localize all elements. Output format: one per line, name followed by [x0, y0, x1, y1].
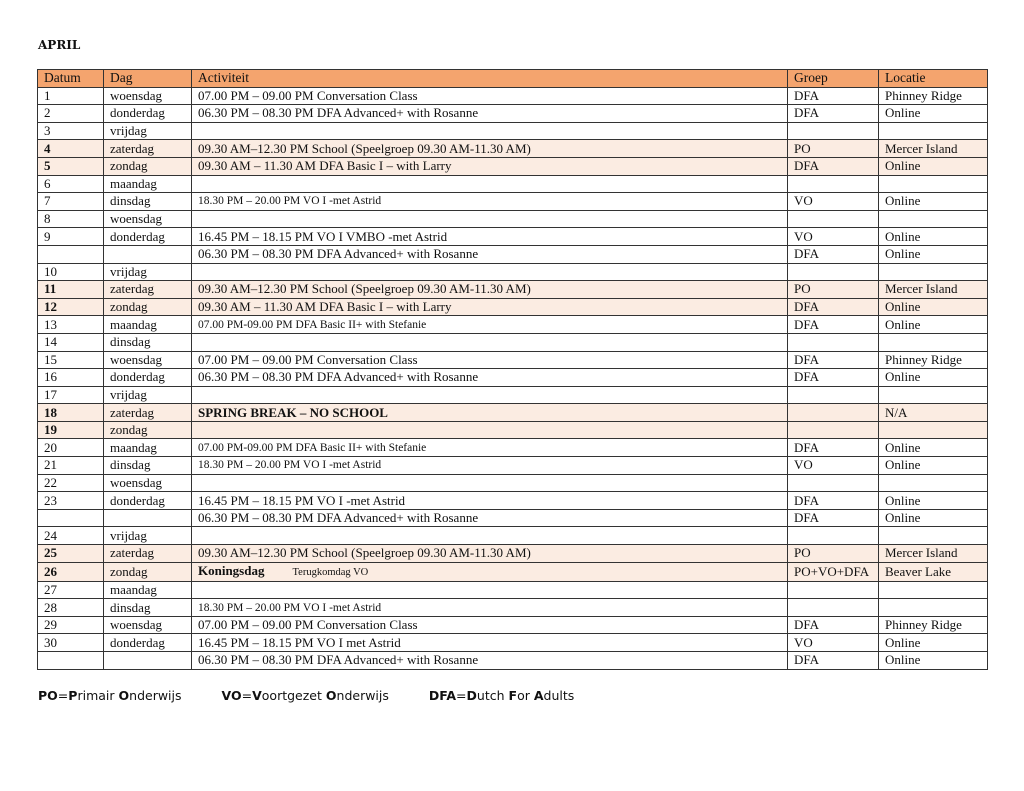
cell-groep: DFA [788, 316, 879, 334]
cell-activiteit [192, 351, 788, 369]
cell-datum: 25 [38, 545, 104, 563]
activity-text: 07.00 PM – 09.00 PM Conversation Class [198, 617, 418, 633]
cell-groep: PO+VO+DFA [788, 562, 879, 581]
cell-groep: DFA [788, 369, 879, 387]
table-row [38, 369, 988, 387]
legend-item-po: PO=Primair Onderwijs [38, 688, 182, 703]
table-row [38, 351, 988, 369]
cell-groep: VO [788, 457, 879, 475]
cell-activiteit [192, 333, 788, 351]
cell-locatie: Online [879, 369, 988, 387]
cell-dag: zaterdag [104, 281, 192, 299]
legend-word-rest: rimair [77, 688, 119, 703]
column-header-activiteit: Activiteit [192, 70, 788, 88]
cell-groep: DFA [788, 652, 879, 670]
cell-activiteit [192, 457, 788, 475]
cell-locatie: Mercer Island [879, 140, 988, 158]
cell-dag: maandag [104, 439, 192, 457]
table-row [38, 122, 988, 140]
cell-locatie: Online [879, 298, 988, 316]
cell-locatie: Online [879, 439, 988, 457]
cell-dag: zondag [104, 562, 192, 581]
activity-text: 16.45 PM – 18.15 PM VO I -met Astrid [198, 492, 406, 508]
cell-datum: 5 [38, 157, 104, 175]
activity-text: 07.00 PM-09.00 PM DFA Basic II+ with Stefanie [198, 318, 427, 331]
cell-datum: 27 [38, 581, 104, 599]
cell-locatie: Online [879, 245, 988, 263]
cell-groep [788, 474, 879, 492]
table-row [38, 474, 988, 492]
cell-datum: 18 [38, 404, 104, 422]
cell-groep: DFA [788, 298, 879, 316]
activity-text: 16.45 PM – 18.15 PM VO I VMBO -met Astrid [198, 228, 448, 244]
cell-locatie: Phinney Ridge [879, 616, 988, 634]
cell-activiteit [192, 369, 788, 387]
cell-locatie: Online [879, 457, 988, 475]
table-row [38, 210, 988, 228]
cell-locatie [879, 263, 988, 281]
cell-locatie: Phinney Ridge [879, 87, 988, 105]
cell-groep: VO [788, 228, 879, 246]
activity-text: 18.30 PM – 20.00 PM VO I -met Astrid [198, 195, 382, 208]
legend-item-dfa: DFA=Dutch For Adults [428, 688, 575, 703]
table-row [38, 87, 988, 105]
legend [38, 688, 614, 703]
cell-locatie: Beaver Lake [879, 562, 988, 581]
activity-text: 09.30 AM–12.30 PM School (Speelgroep 09.30 AM-11.30 AM) [198, 545, 531, 561]
cell-groep: DFA [788, 245, 879, 263]
cell-datum: 30 [38, 634, 104, 652]
cell-groep: PO [788, 545, 879, 563]
table-row [38, 105, 988, 123]
cell-groep: DFA [788, 509, 879, 527]
table-row [38, 333, 988, 351]
activity-text: 06.30 PM – 08.30 PM DFA Advanced+ with Rosanne [198, 510, 479, 526]
cell-activiteit [192, 562, 788, 581]
cell-groep [788, 421, 879, 439]
activity-text: 07.00 PM – 09.00 PM Conversation Class [198, 351, 418, 367]
activity-text: 18.30 PM – 20.00 PM VO I -met Astrid [198, 459, 382, 472]
activity-text: SPRING BREAK – NO SCHOOL [198, 404, 388, 420]
cell-datum: 13 [38, 316, 104, 334]
table-row [38, 527, 988, 545]
cell-dag: dinsdag [104, 193, 192, 211]
cell-datum: 26 [38, 562, 104, 581]
cell-activiteit [192, 527, 788, 545]
cell-dag: woensdag [104, 351, 192, 369]
legend-word-rest: utch [476, 688, 509, 703]
cell-activiteit [192, 175, 788, 193]
cell-locatie: Online [879, 228, 988, 246]
cell-dag: donderdag [104, 492, 192, 510]
cell-locatie: Online [879, 105, 988, 123]
activity-text: 09.30 AM – 11.30 AM DFA Basic I – with Larry [198, 299, 452, 315]
cell-dag: dinsdag [104, 457, 192, 475]
cell-locatie [879, 386, 988, 404]
cell-dag: zondag [104, 298, 192, 316]
cell-activiteit [192, 652, 788, 670]
cell-activiteit [192, 105, 788, 123]
cell-activiteit [192, 421, 788, 439]
schedule-table [37, 69, 988, 670]
cell-dag: vrijdag [104, 263, 192, 281]
cell-groep [788, 386, 879, 404]
legend-abbr: DFA [428, 688, 457, 703]
activity-text: 16.45 PM – 18.15 PM VO I met Astrid [198, 634, 401, 650]
cell-activiteit [192, 193, 788, 211]
cell-locatie [879, 527, 988, 545]
cell-locatie: Phinney Ridge [879, 351, 988, 369]
activity-text: 06.30 PM – 08.30 PM DFA Advanced+ with Rosanne [198, 652, 479, 668]
legend-initial: O [325, 688, 337, 703]
cell-locatie: Online [879, 652, 988, 670]
cell-activiteit [192, 439, 788, 457]
cell-locatie: Online [879, 316, 988, 334]
cell-dag: vrijdag [104, 122, 192, 140]
activity-text: 18.30 PM – 20.00 PM VO I -met Astrid [198, 601, 382, 614]
table-row [38, 492, 988, 510]
cell-datum: 16 [38, 369, 104, 387]
cell-dag: woensdag [104, 210, 192, 228]
cell-datum: 4 [38, 140, 104, 158]
legend-initial: D [466, 688, 477, 703]
table-row [38, 616, 988, 634]
cell-dag: maandag [104, 316, 192, 334]
cell-datum: 2 [38, 105, 104, 123]
table-row [38, 386, 988, 404]
legend-word-rest: nderwijs [129, 688, 182, 703]
table-row [38, 298, 988, 316]
column-header-locatie: Locatie [879, 70, 988, 88]
activity-text: 09.30 AM – 11.30 AM DFA Basic I – with Larry [198, 158, 452, 174]
column-header-datum: Datum [38, 70, 104, 88]
cell-groep [788, 263, 879, 281]
cell-groep [788, 210, 879, 228]
legend-item-vo: VO=Voortgezet Onderwijs [221, 688, 389, 703]
cell-activiteit [192, 157, 788, 175]
cell-activiteit [192, 263, 788, 281]
legend-initial: A [533, 688, 544, 703]
cell-dag: dinsdag [104, 599, 192, 617]
cell-locatie: Online [879, 492, 988, 510]
legend-initial: O [118, 688, 130, 703]
table-row [38, 652, 988, 670]
cell-datum: 24 [38, 527, 104, 545]
cell-activiteit [192, 122, 788, 140]
cell-activiteit [192, 298, 788, 316]
table-row [38, 439, 988, 457]
cell-datum [38, 652, 104, 670]
cell-locatie [879, 474, 988, 492]
cell-activiteit [192, 140, 788, 158]
activity-text: 06.30 PM – 08.30 PM DFA Advanced+ with Rosanne [198, 105, 479, 121]
activity-text: 09.30 AM–12.30 PM School (Speelgroep 09.30 AM-11.30 AM) [198, 281, 531, 297]
legend-initial: F [508, 688, 518, 703]
cell-datum: 9 [38, 228, 104, 246]
cell-activiteit [192, 545, 788, 563]
cell-groep: DFA [788, 492, 879, 510]
table-row [38, 316, 988, 334]
cell-dag: donderdag [104, 634, 192, 652]
cell-groep: DFA [788, 616, 879, 634]
cell-activiteit [192, 281, 788, 299]
legend-initial: V [252, 688, 262, 703]
table-row [38, 175, 988, 193]
cell-datum: 11 [38, 281, 104, 299]
cell-locatie: Mercer Island [879, 281, 988, 299]
cell-locatie [879, 175, 988, 193]
table-row [38, 581, 988, 599]
legend-word-rest: dults [543, 688, 575, 703]
cell-dag: donderdag [104, 369, 192, 387]
table-row [38, 140, 988, 158]
activity-text: 07.00 PM-09.00 PM DFA Basic II+ with Stefanie [198, 441, 427, 454]
cell-activiteit [192, 634, 788, 652]
table-row [38, 263, 988, 281]
cell-datum: 19 [38, 421, 104, 439]
cell-activiteit [192, 509, 788, 527]
cell-groep [788, 404, 879, 422]
cell-datum: 14 [38, 333, 104, 351]
cell-groep: DFA [788, 105, 879, 123]
cell-dag [104, 245, 192, 263]
cell-dag: maandag [104, 581, 192, 599]
activity-text: 07.00 PM – 09.00 PM Conversation Class [198, 87, 418, 103]
cell-activiteit [192, 386, 788, 404]
cell-locatie: Online [879, 509, 988, 527]
cell-dag: zondag [104, 157, 192, 175]
cell-groep [788, 599, 879, 617]
legend-word-rest: nderwijs [336, 688, 389, 703]
cell-groep [788, 581, 879, 599]
legend-abbr: VO [221, 688, 242, 703]
activity-text: 06.30 PM – 08.30 PM DFA Advanced+ with Rosanne [198, 369, 479, 385]
cell-activiteit [192, 316, 788, 334]
cell-activiteit [192, 404, 788, 422]
cell-dag [104, 509, 192, 527]
cell-datum: 22 [38, 474, 104, 492]
cell-activiteit [192, 210, 788, 228]
cell-locatie [879, 122, 988, 140]
cell-activiteit [192, 245, 788, 263]
cell-groep: PO [788, 140, 879, 158]
cell-dag: donderdag [104, 228, 192, 246]
page-title: APRIL [38, 38, 81, 52]
cell-activiteit [192, 581, 788, 599]
table-row [38, 421, 988, 439]
schedule-body [38, 87, 988, 669]
activity-text: 06.30 PM – 08.30 PM DFA Advanced+ with Rosanne [198, 246, 479, 262]
cell-locatie: Mercer Island [879, 545, 988, 563]
cell-groep [788, 122, 879, 140]
cell-activiteit [192, 599, 788, 617]
legend-abbr: PO [38, 688, 58, 703]
table-header-row [38, 70, 988, 88]
cell-locatie [879, 333, 988, 351]
cell-groep: DFA [788, 87, 879, 105]
cell-datum: 12 [38, 298, 104, 316]
cell-datum [38, 509, 104, 527]
legend-word-rest: oortgezet [261, 688, 326, 703]
cell-locatie [879, 421, 988, 439]
cell-dag: woensdag [104, 87, 192, 105]
cell-groep: PO [788, 281, 879, 299]
cell-locatie [879, 581, 988, 599]
cell-dag: zaterdag [104, 140, 192, 158]
activity-note: Terugkomdag VO [292, 566, 369, 578]
activity-text: 09.30 AM–12.30 PM School (Speelgroep 09.30 AM-11.30 AM) [198, 140, 531, 156]
cell-datum: 28 [38, 599, 104, 617]
cell-dag: woensdag [104, 616, 192, 634]
column-header-dag: Dag [104, 70, 192, 88]
cell-locatie: Online [879, 157, 988, 175]
cell-groep: VO [788, 193, 879, 211]
cell-activiteit [192, 87, 788, 105]
table-row [38, 599, 988, 617]
cell-activiteit [192, 616, 788, 634]
cell-datum: 3 [38, 122, 104, 140]
cell-datum: 1 [38, 87, 104, 105]
table-row [38, 404, 988, 422]
legend-initial: P [68, 688, 78, 703]
cell-dag: zondag [104, 421, 192, 439]
cell-datum: 23 [38, 492, 104, 510]
cell-dag: maandag [104, 175, 192, 193]
cell-datum: 29 [38, 616, 104, 634]
cell-datum: 7 [38, 193, 104, 211]
table-row [38, 281, 988, 299]
cell-activiteit [192, 228, 788, 246]
cell-datum: 8 [38, 210, 104, 228]
activity-text: Koningsdag [198, 562, 265, 578]
table-row [38, 562, 988, 581]
legend-word-rest: or [517, 688, 534, 703]
table-row [38, 228, 988, 246]
cell-locatie: Online [879, 634, 988, 652]
cell-groep: DFA [788, 351, 879, 369]
cell-groep: VO [788, 634, 879, 652]
cell-datum: 21 [38, 457, 104, 475]
cell-dag [104, 652, 192, 670]
cell-groep: DFA [788, 157, 879, 175]
cell-activiteit [192, 492, 788, 510]
cell-datum: 6 [38, 175, 104, 193]
cell-locatie: N/A [879, 404, 988, 422]
cell-locatie [879, 210, 988, 228]
cell-dag: donderdag [104, 105, 192, 123]
cell-datum [38, 245, 104, 263]
table-row [38, 545, 988, 563]
cell-groep [788, 333, 879, 351]
cell-groep [788, 527, 879, 545]
table-row [38, 193, 988, 211]
table-row [38, 457, 988, 475]
cell-dag: zaterdag [104, 545, 192, 563]
cell-dag: woensdag [104, 474, 192, 492]
cell-groep: DFA [788, 439, 879, 457]
cell-datum: 17 [38, 386, 104, 404]
cell-locatie [879, 599, 988, 617]
cell-dag: dinsdag [104, 333, 192, 351]
cell-activiteit [192, 474, 788, 492]
cell-dag: vrijdag [104, 386, 192, 404]
column-header-groep: Groep [788, 70, 879, 88]
table-row [38, 509, 988, 527]
table-row [38, 245, 988, 263]
cell-datum: 10 [38, 263, 104, 281]
cell-datum: 15 [38, 351, 104, 369]
cell-dag: vrijdag [104, 527, 192, 545]
cell-datum: 20 [38, 439, 104, 457]
table-row [38, 157, 988, 175]
table-row [38, 634, 988, 652]
cell-dag: zaterdag [104, 404, 192, 422]
cell-locatie: Online [879, 193, 988, 211]
cell-groep [788, 175, 879, 193]
